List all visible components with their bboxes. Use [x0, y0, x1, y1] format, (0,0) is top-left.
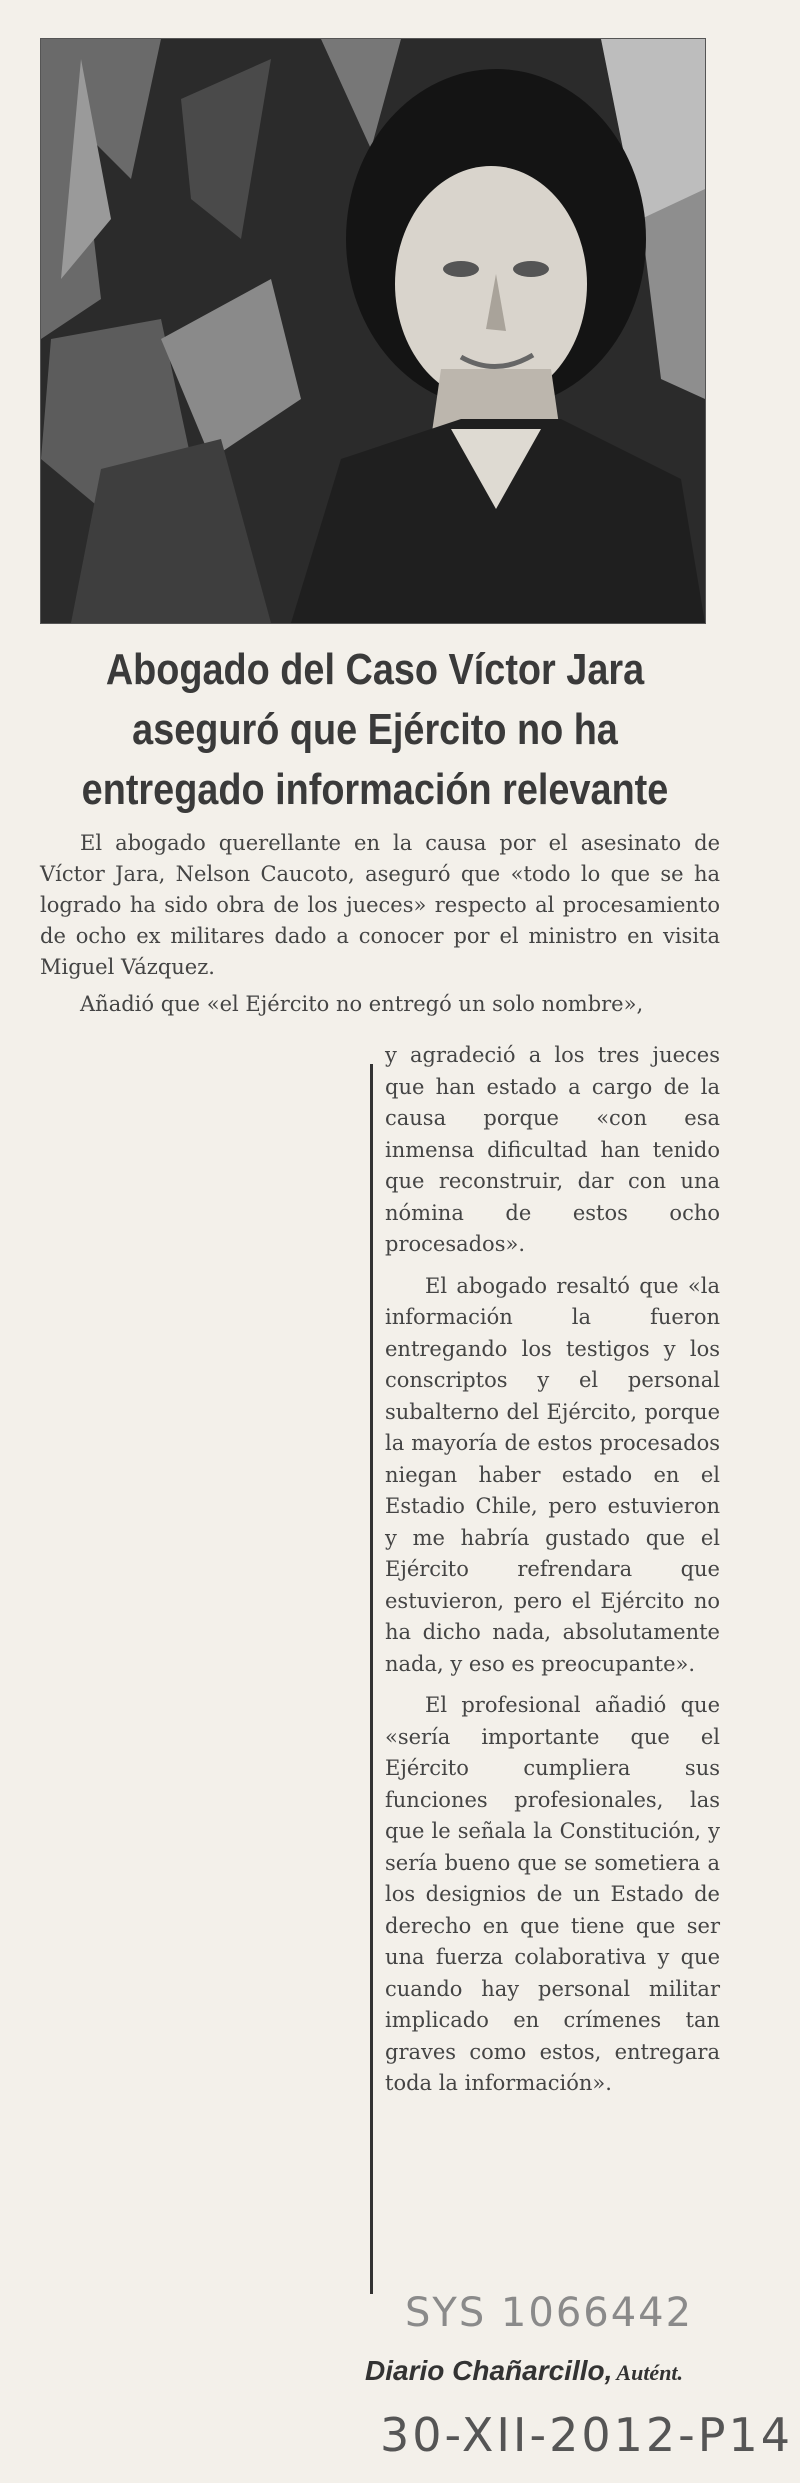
archive-code: SYS 1066442: [405, 2290, 694, 2336]
article-intro: [40, 828, 720, 1020]
headline: [78, 640, 671, 820]
paragraph-5: El profesional añadió que «sería importante que el Ejército cumpliera sus funciones profesionales, las que le señala la Constitución, y sería bueno que se sometiera a los designios de un Estado de derecho en que tiene que ser una fuerza colaborativa y que cuando hay personal militar implicado en crímenes tan graves como estos, entregara toda la información».: [385, 1693, 720, 2095]
source-credit: [365, 2355, 683, 2387]
portrait-photo: [40, 38, 706, 624]
article-column: [385, 1040, 720, 2100]
paragraph-2: Añadió que «el Ejército no entregó un solo nombre»,: [80, 992, 644, 1016]
source-city: Autént.: [616, 2360, 684, 2385]
portrait-illustration: [41, 39, 705, 623]
handwritten-date: 30-XII-2012-P14: [380, 2408, 794, 2462]
column-rule: [370, 1064, 373, 2294]
paragraph-4: El abogado resaltó que «la información la fueron entregando los testigos y los conscriptos y el personal subalterno del Ejército, porque la mayoría de estos procesados niegan haber estado en el Estadio Chile, pero estuvieron y me habría gustado que el Ejército refrendara que estuvieron, pero el Ejército no ha dicho nada, absolutamente nada, y eso es preocupante».: [385, 1273, 720, 1676]
headline-line-3: entregado información relevante: [81, 765, 669, 814]
paragraph-3: y agradeció a los tres jueces que han estado a cargo de la causa porque «con esa inmensa dificultad han tenido que reconstruir, dar con una nómina de estos ocho procesados».: [385, 1043, 720, 1256]
paragraph-1: El abogado querellante en la causa por el asesinato de Víctor Jara, Nelson Caucoto, aseguró que «todo lo que se ha logrado ha sido obra de los jueces» respecto al procesamiento de ocho ex militares dado a conocer por el ministro en visita Miguel Vázquez.: [40, 831, 720, 979]
headline-line-1: Abogado del Caso Víctor Jara: [105, 645, 645, 694]
headline-line-2: aseguró que Ejército no ha: [132, 705, 618, 754]
source-name: Diario Chañarcillo,: [365, 2355, 613, 2386]
